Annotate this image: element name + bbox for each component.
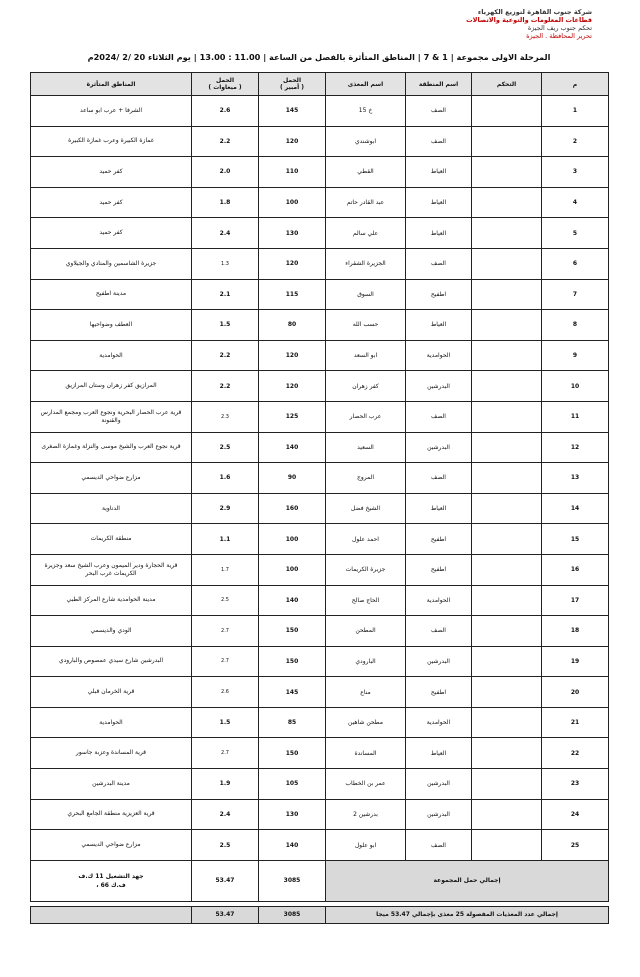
row-area: العياط	[406, 157, 472, 188]
col-control-header: التحكم	[472, 73, 542, 96]
row-affected-regions: قرية العزيزية منطقة الجامع البحري	[31, 799, 192, 830]
voltage-note-line-2: ف.ك 66 ،	[96, 881, 126, 889]
row-area: العياط	[406, 187, 472, 218]
row-affected-regions: قرية نجوع العرب والشيخ موسى والنزلة وغمازة الصغرى	[31, 432, 192, 463]
row-number: 11	[542, 401, 609, 432]
table-row	[31, 707, 609, 738]
row-load-mw: 2.5	[192, 432, 259, 463]
table-row	[31, 493, 609, 524]
row-control	[472, 340, 542, 371]
row-area: البدرشين	[406, 432, 472, 463]
row-affected-regions: العطف وضواحيها	[31, 310, 192, 341]
row-load-mw: 1.5	[192, 707, 259, 738]
row-affected-regions: قرية عرب الحصار البحرية ونجوع العرب ومجمع المدارس والقنونة	[31, 401, 192, 432]
row-number: 22	[542, 738, 609, 769]
table-row	[31, 799, 609, 830]
row-area: اطفيح	[406, 524, 472, 555]
row-affected-regions: المرازيق كفر زهران وستان المرازيق	[31, 371, 192, 402]
row-area: العياط	[406, 310, 472, 341]
row-number: 16	[542, 554, 609, 585]
outage-table	[30, 72, 609, 924]
row-outlet: السعيد	[326, 432, 406, 463]
grand-total-row	[31, 906, 609, 923]
row-outlet: الحاج صالح	[326, 585, 406, 616]
row-number: 18	[542, 616, 609, 647]
header-line-3: تحكم جنوب ريف الجيزة	[527, 24, 592, 32]
row-control	[472, 585, 542, 616]
row-area: البدرشين	[406, 799, 472, 830]
row-area: الحوامدية	[406, 340, 472, 371]
row-load-amp: 130	[259, 218, 326, 249]
row-affected-regions: مدينة اطفيح	[31, 279, 192, 310]
row-outlet: ابو علول	[326, 830, 406, 861]
row-outlet: مناع	[326, 677, 406, 708]
row-load-amp: 105	[259, 769, 326, 800]
row-outlet: القطي	[326, 157, 406, 188]
row-control	[472, 218, 542, 249]
col-amp-header: الحمل ( أمبير )	[259, 73, 326, 96]
table-row	[31, 585, 609, 616]
row-load-mw: 1.3	[192, 248, 259, 279]
row-number: 21	[542, 707, 609, 738]
row-control	[472, 371, 542, 402]
row-area: الصف	[406, 830, 472, 861]
row-load-amp: 120	[259, 371, 326, 402]
row-number: 12	[542, 432, 609, 463]
total-row	[31, 860, 609, 901]
row-affected-regions: منطقة الكريمات	[31, 524, 192, 555]
row-area: الحوامدية	[406, 707, 472, 738]
row-affected-regions: قرية الخرمان قبلي	[31, 677, 192, 708]
row-load-amp: 120	[259, 340, 326, 371]
row-outlet: الجزيرة الشقراء	[326, 248, 406, 279]
row-affected-regions: الودي والديسمي	[31, 616, 192, 647]
row-affected-regions: الحوامدية	[31, 707, 192, 738]
row-area: الصف	[406, 96, 472, 127]
row-load-mw: 2.7	[192, 738, 259, 769]
operating-voltage-note	[31, 860, 192, 901]
table-row	[31, 126, 609, 157]
row-number: 25	[542, 830, 609, 861]
row-load-amp: 120	[259, 126, 326, 157]
row-affected-regions: قرية الحجارة ودير الميمون وعرب الشيخ سعد وجزيرة الكريمات غرب البحر	[31, 554, 192, 585]
row-control	[472, 554, 542, 585]
row-affected-regions: كفر حميد	[31, 157, 192, 188]
voltage-note-line-1: جهد التشغيل 11 ك.ف	[78, 872, 144, 880]
row-load-amp: 145	[259, 96, 326, 127]
row-area: البدرشين	[406, 646, 472, 677]
row-load-mw: 2.6	[192, 96, 259, 127]
table-row	[31, 646, 609, 677]
row-outlet: الشيخ فضل	[326, 493, 406, 524]
row-affected-regions: مدينة الحوامدية شارع المركز الطبي	[31, 585, 192, 616]
row-area: الصف	[406, 126, 472, 157]
row-load-mw: 2.0	[192, 157, 259, 188]
row-load-amp: 150	[259, 616, 326, 647]
row-load-amp: 140	[259, 830, 326, 861]
row-number: 20	[542, 677, 609, 708]
row-number: 8	[542, 310, 609, 341]
row-number: 2	[542, 126, 609, 157]
grand-total-empty	[31, 906, 192, 923]
row-number: 14	[542, 493, 609, 524]
row-load-mw: 1.5	[192, 310, 259, 341]
row-load-mw: 1.6	[192, 463, 259, 494]
row-load-amp: 145	[259, 677, 326, 708]
row-number: 4	[542, 187, 609, 218]
row-outlet: المروج	[326, 463, 406, 494]
row-area: اطفيح	[406, 554, 472, 585]
row-control	[472, 157, 542, 188]
row-outlet: جزيرة الكريمات	[326, 554, 406, 585]
row-load-mw: 1.9	[192, 769, 259, 800]
row-outlet: المساندة	[326, 738, 406, 769]
table-row	[31, 96, 609, 127]
row-load-amp: 100	[259, 554, 326, 585]
row-control	[472, 126, 542, 157]
grand-total-mw: 53.47	[192, 906, 259, 923]
row-area: العياط	[406, 493, 472, 524]
row-load-amp: 150	[259, 738, 326, 769]
row-load-mw: 2.1	[192, 279, 259, 310]
table-row	[31, 677, 609, 708]
row-load-mw: 2.5	[192, 585, 259, 616]
row-outlet: السوق	[326, 279, 406, 310]
row-affected-regions: مزارع ضواحي الديسمي	[31, 463, 192, 494]
row-load-amp: 85	[259, 707, 326, 738]
row-load-mw: 2.2	[192, 371, 259, 402]
table-header-row	[31, 73, 609, 96]
row-area: اطفيح	[406, 677, 472, 708]
row-load-mw: 2.2	[192, 126, 259, 157]
row-number: 5	[542, 218, 609, 249]
table-row	[31, 432, 609, 463]
row-control	[472, 738, 542, 769]
row-affected-regions: كفر حميد	[31, 218, 192, 249]
row-outlet: عمر بن الخطاب	[326, 769, 406, 800]
col-mw-header: الحمل ( ميغاوات )	[192, 73, 259, 96]
row-control	[472, 707, 542, 738]
grand-total-amp: 3085	[259, 906, 326, 923]
row-load-mw: 2.7	[192, 616, 259, 647]
row-load-mw: 2.6	[192, 677, 259, 708]
row-number: 13	[542, 463, 609, 494]
row-area: اطفيح	[406, 279, 472, 310]
row-affected-regions: غمازة الكبيرة وعرب غمازة الكبيرة	[31, 126, 192, 157]
row-area: البدرشين	[406, 371, 472, 402]
row-area: الصف	[406, 616, 472, 647]
col-area-header: اسم المنطقة	[406, 73, 472, 96]
row-control	[472, 401, 542, 432]
row-outlet: بدرشين 2	[326, 799, 406, 830]
row-control	[472, 799, 542, 830]
row-outlet: حسب الله	[326, 310, 406, 341]
row-control	[472, 187, 542, 218]
row-load-amp: 160	[259, 493, 326, 524]
row-control	[472, 493, 542, 524]
row-load-mw: 2.5	[192, 830, 259, 861]
table-row	[31, 248, 609, 279]
row-number: 17	[542, 585, 609, 616]
row-load-mw: 2.7	[192, 646, 259, 677]
row-control	[472, 279, 542, 310]
row-number: 23	[542, 769, 609, 800]
row-load-amp: 100	[259, 187, 326, 218]
row-load-mw: 1.1	[192, 524, 259, 555]
row-number: 9	[542, 340, 609, 371]
row-outlet: مطحن شاهين	[326, 707, 406, 738]
table-row	[31, 157, 609, 188]
row-area: العياط	[406, 218, 472, 249]
header-line-1: شركة جنوب القاهرة لتوزيع الكهرباء	[477, 8, 592, 16]
row-affected-regions: الدناوية	[31, 493, 192, 524]
header-line-2: قطاعات المعلومات والتوعية والاتصالات	[466, 16, 592, 24]
row-outlet: احمد علول	[326, 524, 406, 555]
row-number: 19	[542, 646, 609, 677]
row-affected-regions: مدينة البدرشين	[31, 769, 192, 800]
row-load-mw: 2.2	[192, 340, 259, 371]
row-number: 10	[542, 371, 609, 402]
row-control	[472, 248, 542, 279]
row-affected-regions: البدرشين شارع سيدي عمصوص والبارودي	[31, 646, 192, 677]
row-load-amp: 125	[259, 401, 326, 432]
table-row	[31, 401, 609, 432]
row-control	[472, 310, 542, 341]
row-number: 15	[542, 524, 609, 555]
row-load-amp: 140	[259, 585, 326, 616]
row-area: الصف	[406, 463, 472, 494]
row-affected-regions: جزيرة الشاسمين والمنادي والجيلاوي	[31, 248, 192, 279]
row-control	[472, 830, 542, 861]
row-affected-regions: قرية المساندة وعزبة جاسور	[31, 738, 192, 769]
row-outlet: خ 15	[326, 96, 406, 127]
row-load-amp: 90	[259, 463, 326, 494]
table-row	[31, 279, 609, 310]
row-control	[472, 616, 542, 647]
row-control	[472, 96, 542, 127]
table-row	[31, 371, 609, 402]
row-outlet: البارودي	[326, 646, 406, 677]
col-regions-header: المناطق المتأثرة	[31, 73, 192, 96]
row-outlet: علي سالم	[326, 218, 406, 249]
row-load-amp: 115	[259, 279, 326, 310]
row-control	[472, 463, 542, 494]
row-number: 7	[542, 279, 609, 310]
row-number: 3	[542, 157, 609, 188]
row-load-amp: 150	[259, 646, 326, 677]
total-amp: 3085	[259, 860, 326, 901]
table-row	[31, 218, 609, 249]
row-control	[472, 646, 542, 677]
row-load-amp: 110	[259, 157, 326, 188]
row-control	[472, 524, 542, 555]
row-outlet: عرب الحصار	[326, 401, 406, 432]
company-header	[360, 8, 592, 40]
total-mw: 53.47	[192, 860, 259, 901]
row-area: الصف	[406, 401, 472, 432]
table-row	[31, 187, 609, 218]
row-affected-regions: كفر حميد	[31, 187, 192, 218]
table-row	[31, 769, 609, 800]
col-num-header: م	[542, 73, 609, 96]
row-outlet: عبد القادر حاتم	[326, 187, 406, 218]
row-load-amp: 80	[259, 310, 326, 341]
row-load-mw: 2.4	[192, 799, 259, 830]
row-load-amp: 120	[259, 248, 326, 279]
row-affected-regions: الشرفا + عرب ابو ساعد	[31, 96, 192, 127]
table-row	[31, 310, 609, 341]
row-load-mw: 1.8	[192, 187, 259, 218]
row-area: البدرشين	[406, 769, 472, 800]
row-outlet: كفر زهران	[326, 371, 406, 402]
table-row	[31, 554, 609, 585]
header-line-4: تحرير المحافظة . الجيزة	[526, 32, 592, 40]
row-number: 24	[542, 799, 609, 830]
table-row	[31, 463, 609, 494]
row-outlet: ابو السعد	[326, 340, 406, 371]
row-load-mw: 2.9	[192, 493, 259, 524]
table-row	[31, 340, 609, 371]
row-control	[472, 432, 542, 463]
row-load-mw: 2.3	[192, 401, 259, 432]
row-area: الحوامدية	[406, 585, 472, 616]
row-outlet: المطحن	[326, 616, 406, 647]
row-control	[472, 769, 542, 800]
row-area: العياط	[406, 738, 472, 769]
row-area: الصف	[406, 248, 472, 279]
row-number: 1	[542, 96, 609, 127]
table-row	[31, 830, 609, 861]
row-number: 6	[542, 248, 609, 279]
row-control	[472, 677, 542, 708]
row-affected-regions: الحوامدية	[31, 340, 192, 371]
document-title: المرحلة الاولى مجموعة | 1 & 7 | المناطق المتأثرة بالفصل من الساعة | 11.00 : 13.00 | يوم الثلاثاء 20 /2 /2024م	[87, 52, 551, 62]
row-load-amp: 140	[259, 432, 326, 463]
table-row	[31, 738, 609, 769]
row-load-mw: 1.7	[192, 554, 259, 585]
total-label: إجمالي حمل المجموعة	[326, 860, 609, 901]
table-row	[31, 524, 609, 555]
row-outlet: ابوشندي	[326, 126, 406, 157]
row-affected-regions: مزارع ضواحي الديسمي	[31, 830, 192, 861]
grand-total-label: إجمالي عدد المغذيات المفصولة 25 مغذى بإجمالي 53.47 ميجا	[326, 906, 609, 923]
table-row	[31, 616, 609, 647]
col-outlet-header: اسم المغذى	[326, 73, 406, 96]
row-load-mw: 2.4	[192, 218, 259, 249]
row-load-amp: 100	[259, 524, 326, 555]
row-load-amp: 130	[259, 799, 326, 830]
